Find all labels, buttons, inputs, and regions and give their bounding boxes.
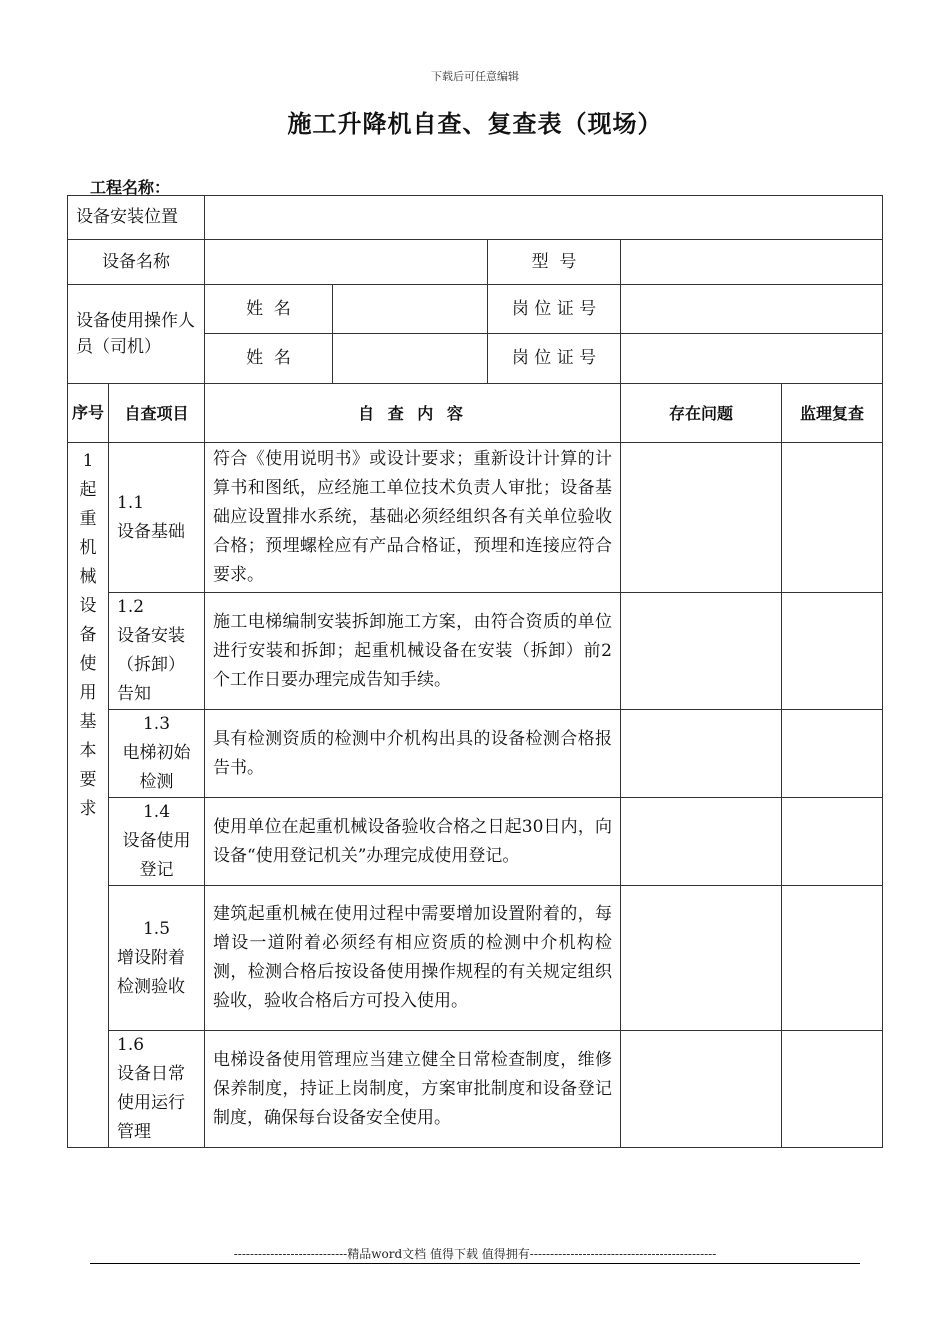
table-row — [68, 710, 883, 798]
item-name: 设备基础 — [117, 521, 185, 542]
section-name: 起重机械设备使用基本要求 — [79, 480, 97, 819]
problem-header: 存在问题 — [621, 384, 782, 443]
item-cell — [109, 1031, 205, 1148]
problem-field[interactable] — [621, 710, 782, 798]
device-name-label: 设备名称 — [68, 240, 205, 285]
item-content: 具有检测资质的检测中介机构出具的设备检测合格报告书。 — [205, 710, 621, 798]
item-content: 使用单位在起重机械设备验收合格之日起30日内，向设备“使用登记机关”办理完成使用登记。 — [205, 798, 621, 886]
model-field[interactable] — [621, 240, 883, 285]
operator-name-label: 姓 名 — [205, 334, 333, 384]
item-name: 增设附着检测验收 — [117, 947, 185, 997]
seq-header: 序号 — [68, 384, 109, 443]
item-number: 1.3 — [142, 714, 171, 734]
model-label: 型 号 — [488, 240, 621, 285]
table-row — [68, 798, 883, 886]
item-name: 设备安装（拆卸）告知 — [117, 626, 185, 704]
item-cell — [109, 710, 205, 798]
section-number: 1 — [82, 451, 94, 471]
install-location-row — [68, 196, 883, 240]
item-content: 施工电梯编制安装拆卸施工方案，由符合资质的单位进行安装和拆卸；起重机械设备在安装（拆卸）前2个工作日要办理完成告知手续。 — [205, 593, 621, 710]
item-name: 设备使用登记 — [122, 831, 191, 880]
item-number: 1.6 — [117, 1035, 145, 1055]
operator-label: 设备使用操作人员（司机） — [68, 285, 205, 384]
item-cell — [109, 443, 205, 593]
review-field[interactable] — [782, 1031, 883, 1148]
table-row — [68, 886, 883, 1031]
operator-cert-field[interactable] — [621, 334, 883, 384]
operator-name-label: 姓 名 — [205, 285, 333, 334]
table-row — [68, 443, 883, 593]
device-name-row — [68, 240, 883, 285]
problem-field[interactable] — [621, 443, 782, 593]
item-cell — [109, 886, 205, 1031]
section-cell — [68, 443, 109, 1148]
operator-cert-label: 岗 位 证 号 — [488, 285, 621, 334]
item-content: 符合《使用说明书》或设计要求；重新设计计算的计算书和图纸，应经施工单位技术负责人审批；设备基础应设置排水系统，基础必须经组织各有关单位验收合格；预埋螺栓应有产品合格证，预埋和连接应符合要求。 — [205, 443, 621, 593]
item-number: 1.2 — [117, 597, 145, 617]
install-location-field[interactable] — [205, 196, 883, 240]
item-number: 1.5 — [142, 918, 171, 939]
table-row — [68, 593, 883, 710]
item-number: 1.1 — [117, 492, 145, 513]
review-field[interactable] — [782, 593, 883, 710]
item-name: 设备日常使用运行管理 — [117, 1064, 185, 1142]
item-content: 建筑起重机械在使用过程中需要增加设置附着的，每增设一道附着必须经有相应资质的检测中介机构检测，检测合格后按设备使用操作规程的有关规定组织验收，验收合格后方可投入使用。 — [205, 886, 621, 1031]
item-cell — [109, 798, 205, 886]
review-field[interactable] — [782, 798, 883, 886]
footer-text: ----------------------------精品word文档 值得下载 值得拥有---------------------------------------------- — [233, 1247, 717, 1261]
column-header-row — [68, 384, 883, 443]
install-location-label: 设备安装位置 — [68, 196, 205, 240]
item-content: 电梯设备使用管理应当建立健全日常检查制度，维修保养制度，持证上岗制度，方案审批制度和设备登记制度，确保每台设备安全使用。 — [205, 1031, 621, 1148]
review-field[interactable] — [782, 710, 883, 798]
item-header: 自查项目 — [109, 384, 205, 443]
review-header: 监理复查 — [782, 384, 883, 443]
device-name-field[interactable] — [205, 240, 488, 285]
item-name: 电梯初始检测 — [122, 743, 191, 792]
item-number: 1.4 — [142, 802, 171, 822]
operator-cert-label: 岗 位 证 号 — [488, 334, 621, 384]
operator-row-1 — [68, 285, 883, 334]
inspection-table — [67, 195, 883, 1148]
review-field[interactable] — [782, 886, 883, 1031]
operator-cert-field[interactable] — [621, 285, 883, 334]
problem-field[interactable] — [621, 798, 782, 886]
content-header: 自 查 内 容 — [205, 384, 621, 443]
item-cell — [109, 593, 205, 710]
operator-name-field[interactable] — [333, 285, 488, 334]
problem-field[interactable] — [621, 593, 782, 710]
header-note: 下载后可任意编辑 — [431, 70, 519, 83]
project-name-label: 工程名称： — [90, 178, 171, 197]
problem-field[interactable] — [621, 1031, 782, 1148]
table-row — [68, 1031, 883, 1148]
review-field[interactable] — [782, 443, 883, 593]
page-title: 施工升降机自查、复查表（现场） — [287, 110, 663, 138]
footer-divider — [90, 1263, 860, 1264]
operator-name-field[interactable] — [333, 334, 488, 384]
problem-field[interactable] — [621, 886, 782, 1031]
